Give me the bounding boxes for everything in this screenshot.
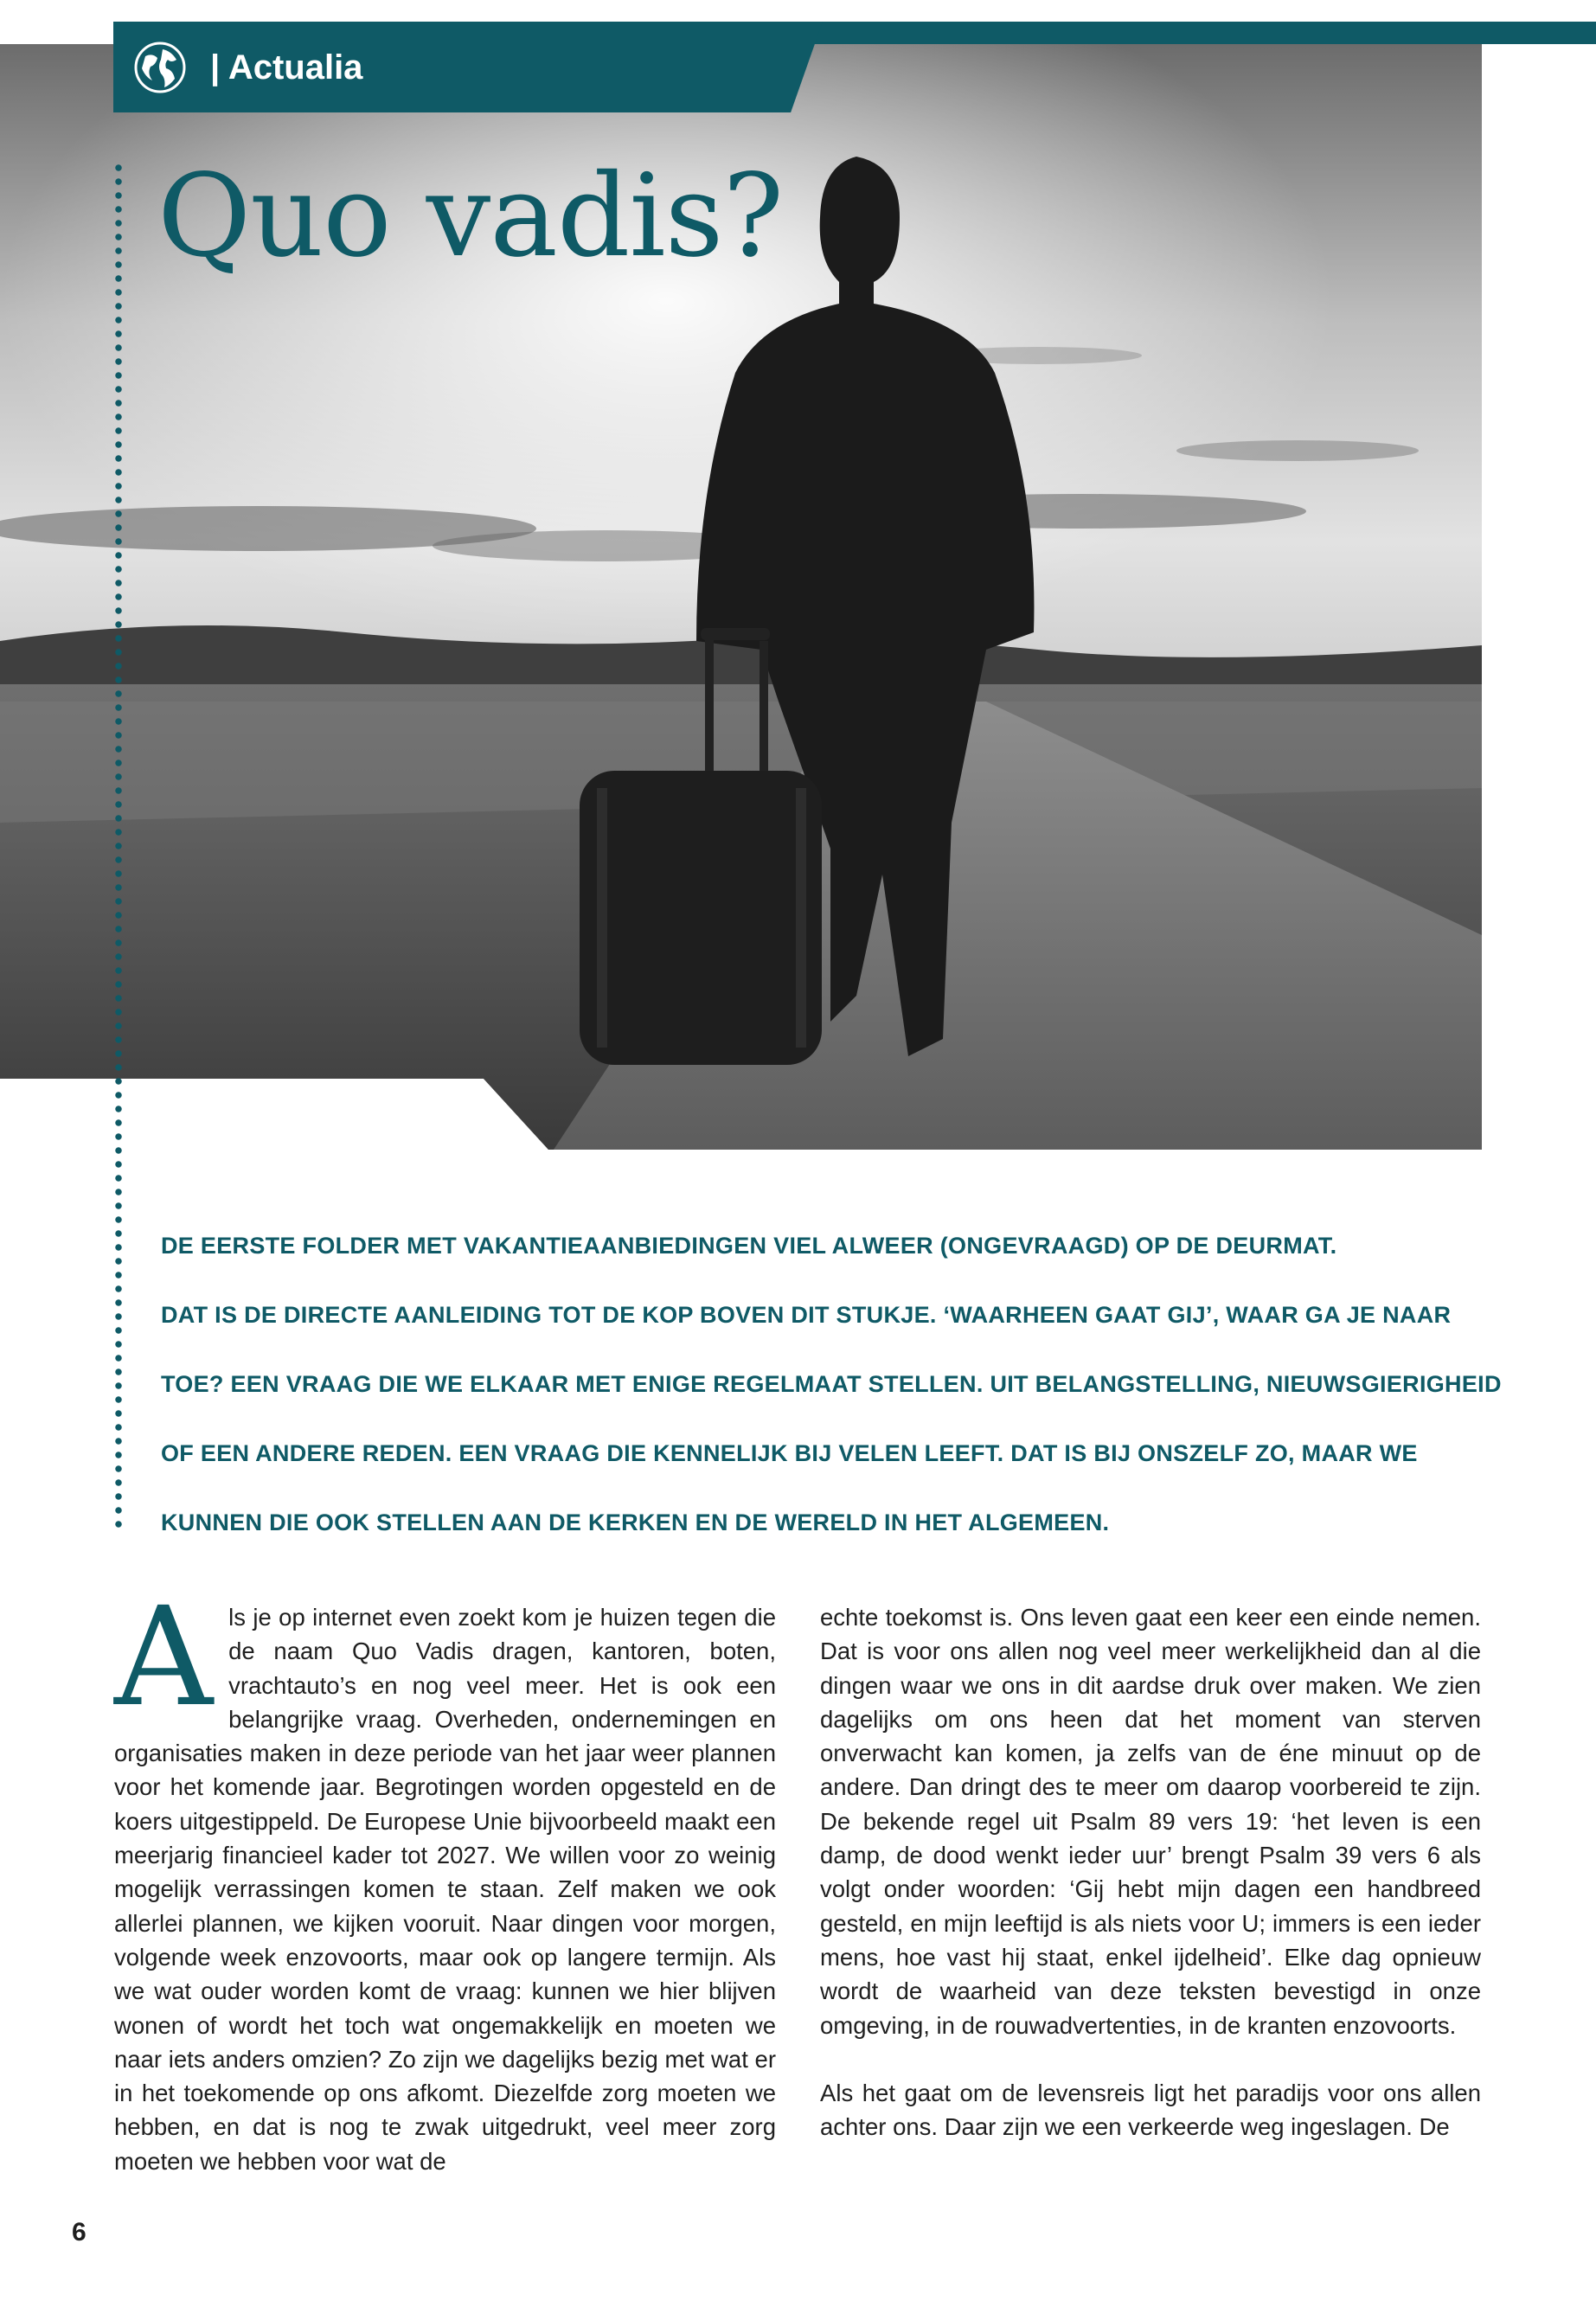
dotted-rule	[114, 161, 123, 1531]
intro-text	[161, 1211, 1510, 1557]
body-paragraph: Als het gaat om de levensreis ligt het paradijs voor ons allen achter ons. Daar zijn we een verkeerde weg ingeslagen. De	[820, 2079, 1481, 2141]
page-title: Quo vadis?	[157, 150, 784, 283]
body-column-right	[820, 1600, 1481, 2177]
dropcap: A	[114, 1578, 214, 1737]
intro-line: DAT IS DE DIRECTE AANLEIDING TOT DE KOP BOVEN DIT STUKJE. ‘WAARHEEN GAAT GIJ’, WAAR GA JE NAAR	[161, 1302, 1452, 1328]
intro-line: DE EERSTE FOLDER MET VAKANTIEAANBIEDINGEN VIEL ALWEER (ONGEVRAAGD) OP DE DEURMAT.	[161, 1233, 1337, 1259]
intro-line: OF EEN ANDERE REDEN. EEN VRAAG DIE KENNELIJK BIJ VELEN LEEFT. DAT IS BIJ ONSZELF ZO, MAAR WE	[161, 1440, 1418, 1466]
body-paragraph: echte toekomst is. Ons leven gaat een keer een einde nemen. Dat is voor ons allen nog veel meer werkelijkheid dan al die dingen waar we ons in dit aardse druk over maken. We zien dagelijks om ons heen dat het moment van sterven onverwacht kan komen, ja zelfs van de éne minuut op de andere. Dan dringt des te meer om daarop voorbereid te zijn. De bekende regel uit Psalm 89 vers 19: ‘het leven is een damp, de dood wenkt ieder uur’ brengt Psalm 39 vers 6 als volgt onder woorden: ‘Gij hebt mijn dagen een handbreed gesteld, en mijn leeftijd is als niets voor U; immers is een ieder mens, hoe vast hij staat, enkel ijdelheid’. Elke dag opnieuw wordt de waarheid van deze teksten bevestigd in onze omgeving, in de rouwadvertenties, in de kranten enzovoorts.	[820, 1604, 1481, 2039]
page-number: 6	[72, 2218, 87, 2247]
intro-line: TOE? EEN VRAAG DIE WE ELKAAR MET ENIGE REGELMAAT STELLEN. UIT BELANGSTELLING, NIEUWSGIERIGHEID	[161, 1371, 1502, 1397]
body-column-left	[114, 1578, 776, 2212]
section-label: | Actualia	[210, 48, 363, 87]
body-paragraph	[114, 1578, 776, 2178]
globe-icon	[133, 41, 187, 94]
intro-line: KUNNEN DIE OOK STELLEN AAN DE KERKEN EN DE WERELD IN HET ALGEMEEN.	[161, 1509, 1110, 1535]
paragraph-text: ls je op internet even zoekt kom je huizen tegen die de naam Quo Vadis dragen, kantoren, boten, vrachtauto’s en nog veel meer. Het is ook een belangrijke vraag. Overheden, ondernemingen en organisaties maken in deze periode van het jaar weer plannen voor het komende jaar. Begrotingen worden opgesteld en de koers uitgestippeld. De Europese Unie bijvoorbeeld maakt een meerjarig financieel kader tot 2027. We willen voor zo weinig mogelijk verrassingen komen te staan. Zelf maken we ook allerlei plannen, we kijken vooruit. Naar dingen voor morgen, volgende week enzovoorts, maar ook op langere termijn. Als we wat ouder worden komt de vraag: kunnen we hier blijven wonen of wordt het toch wat ongemakkelijk en moeten we naar iets anders omzien? Zo zijn we dagelijks bezig met wat er in het toekomende op ons afkomt. Diezelfde zorg moeten we hebben, en dat is nog te zwak uitgedrukt, veel meer zorg moeten we hebben voor wat de	[114, 1604, 776, 2175]
